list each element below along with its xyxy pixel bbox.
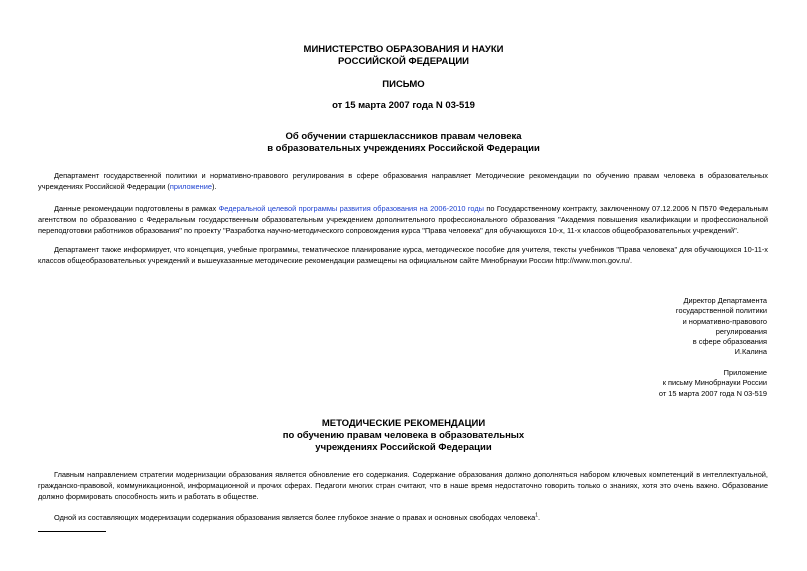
letter-paragraph-1 — [38, 170, 768, 192]
signature-line: государственной политики — [675, 306, 767, 316]
signature-line: Директор Департамента — [683, 296, 767, 305]
document-type: ПИСЬМО — [382, 79, 425, 90]
paragraph-text: по Государственному контракту, заключенному 07.12.2006 N П570 Федеральным агентством по образованию с Федеральным государственным образовательным учреждением дополнительного профессионального образования "Академия повышения квалификации и профессиональной переподготовки работников образования" по проекту "Разработка научно-методического сопровождения курса "Права человека" для обучающихся 10-х, 11-х классов общеобразовательных учреждений". — [38, 204, 768, 235]
letter-paragraph-3: Департамент также информирует, что концепция, учебные программы, тематическое планирование курса, методическое пособие для учителя, тексты учебников "Права человека" для обучающихся 10-11-х классов общеобразовательных учреждений и вышеуказанные методические рекомендации размещены на официальном сайте Минобрнауки России http://www.mon.gov.ru/. — [38, 245, 768, 265]
signature-name: И.Калина — [734, 347, 767, 357]
signature-line: в сфере образования — [692, 337, 767, 347]
document-subject-line1: Об обучении старшеклассников правам человека — [285, 131, 522, 142]
footnote-separator — [38, 531, 106, 532]
ministry-name-line2: РОССИЙСКОЙ ФЕДЕРАЦИИ — [337, 56, 469, 67]
paragraph-text: ). — [211, 182, 217, 191]
appendix-reference — [547, 368, 767, 399]
paragraph-text: . — [538, 513, 541, 522]
signature-block — [547, 296, 767, 358]
document-date-number: от 15 марта 2007 года N 03-519 — [332, 100, 475, 111]
recommendations-paragraph-1: Главным направлением стратегии модернизации образования является обновление его содержания. Содержание образования должно дополняться набором ключевых компетенций в интеллектуальной, гражданско-правовой, коммуникационной, информационной и прочих сферах. Педагоги многих стран считают, что в наше время недостаточно говорить только о знаниях, хотя это очень важно. Образование должно формировать способность жить и работать в обществе. — [38, 470, 768, 501]
letter-paragraph-2 — [38, 203, 768, 236]
document-subject-line2: в образовательных учреждениях Российской Федерации — [267, 143, 540, 154]
appendix-link[interactable]: приложение — [169, 182, 212, 191]
federal-program-link[interactable]: Федеральной целевой программы развития образования на 2006-2010 годы — [218, 204, 484, 213]
paragraph-text: Департамент государственной политики и нормативно-правового регулирования в сфере образования направляет Методические рекомендации по обучению правам человека в образовательных учреждениях Российской Федерации ( — [38, 171, 768, 191]
recommendations-title-line2: по обучению правам человека в образовательных — [282, 430, 525, 441]
signature-line: регулирования — [715, 326, 767, 336]
appendix-line: Приложение — [723, 368, 767, 377]
ministry-name-line1: МИНИСТЕРСТВО ОБРАЗОВАНИЯ И НАУКИ — [303, 44, 504, 55]
signature-line: и нормативно-правового — [682, 316, 767, 326]
paragraph-text: Данные рекомендации подготовлены в рамках — [54, 204, 219, 213]
appendix-line: к письму Минобрнауки России — [662, 378, 767, 388]
paragraph-text: Одной из составляющих модернизации содержания образования является более глубокое знание о правах и основных свободах человека — [54, 513, 536, 522]
recommendations-title-line1: МЕТОДИЧЕСКИЕ РЕКОМЕНДАЦИИ — [321, 418, 486, 429]
recommendations-paragraph-2 — [38, 512, 768, 523]
recommendations-title-line3: учреждениях Российской Федерации — [315, 442, 492, 453]
footnote-reference[interactable]: 1 — [535, 512, 538, 519]
appendix-line: от 15 марта 2007 года N 03-519 — [658, 388, 767, 398]
